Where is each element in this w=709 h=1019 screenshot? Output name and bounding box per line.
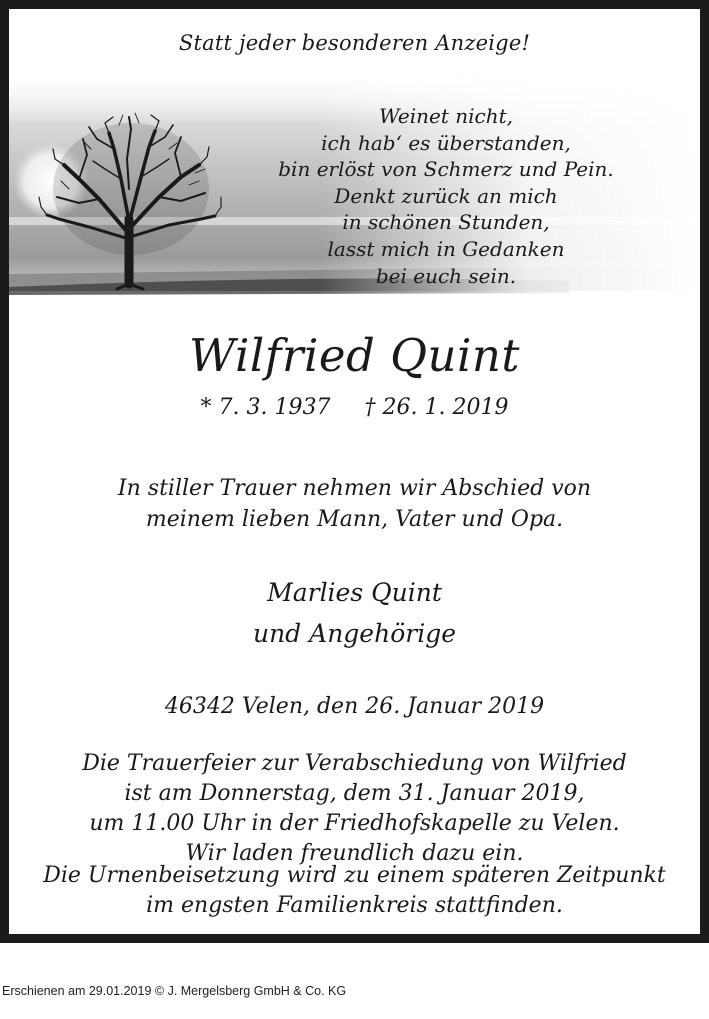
- urn-line: Die Urnenbeisetzung wird zu einem späteren Zeitpunkt: [43, 863, 666, 888]
- family-line: Marlies Quint: [267, 578, 442, 607]
- service-line: Wir laden freundlich dazu ein.: [185, 841, 524, 866]
- poem-line: in schönen Stunden,: [342, 210, 550, 235]
- poem-line: bei euch sein.: [375, 263, 517, 288]
- mourning-line: meinem lieben Mann, Vater und Opa.: [145, 507, 564, 532]
- service-line: ist am Donnerstag, dem 31. Januar 2019,: [124, 781, 585, 806]
- poem-line: lasst mich in Gedanken: [327, 236, 565, 261]
- poem-line: Weinet nicht,: [378, 104, 514, 128]
- life-dates: [9, 395, 700, 420]
- mourning-line: In stiller Trauer nehmen wir Abschied von: [117, 476, 592, 501]
- death-date: † 26. 1. 2019: [364, 395, 509, 420]
- service-line: um 11.00 Uhr in der Friedhofskapelle zu Velen.: [89, 811, 620, 836]
- family-names: [9, 572, 700, 654]
- place-date: 46342 Velen, den 26. Januar 2019: [164, 694, 545, 719]
- mourning-text: [9, 473, 700, 535]
- family-line: und Angehörige: [252, 619, 456, 648]
- birth-date: * 7. 3. 1937: [200, 395, 331, 420]
- notice-header: Statt jeder besonderen Anzeige!: [178, 31, 531, 55]
- poem-line: Denkt zurück an mich: [334, 183, 558, 208]
- urn-line: im engsten Familienkreis stattfinden.: [146, 893, 563, 918]
- poem-line: bin erlöst von Schmerz und Pein.: [278, 157, 614, 182]
- urn-burial-info: [9, 861, 700, 921]
- publication-footer: Erschienen am 29.01.2019 © J. Mergelsberg GmbH & Co. KG: [2, 984, 347, 998]
- obituary-notice: [9, 9, 700, 934]
- poem-line: ich hab‘ es überstanden,: [321, 130, 571, 155]
- service-line: Die Trauerfeier zur Verabschiedung von Wilfried: [82, 751, 627, 776]
- deceased-name: Wilfried Quint: [189, 329, 520, 382]
- poem-text: [271, 103, 621, 289]
- service-info: [9, 749, 700, 869]
